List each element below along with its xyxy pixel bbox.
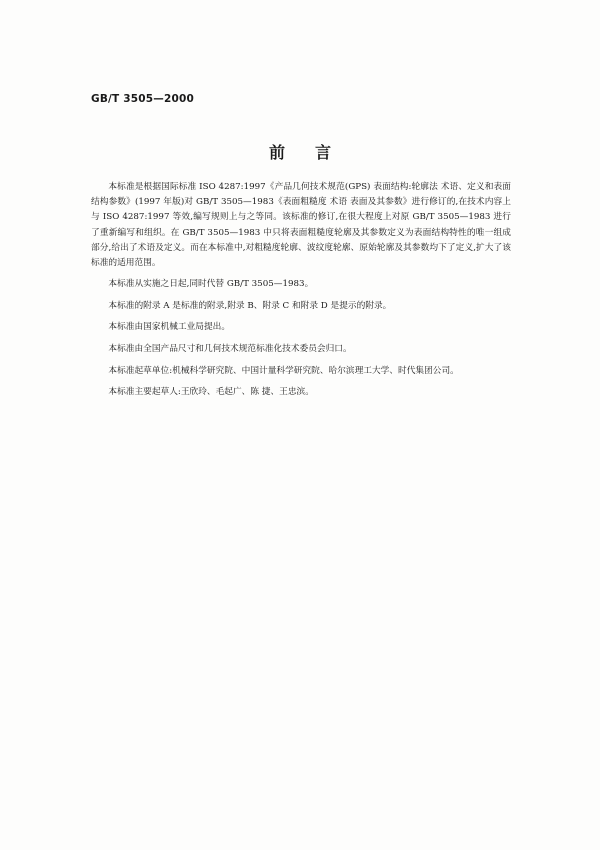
paragraph-drafting-units: 本标准起草单位:机械科学研究院、中国计量科学研究院、哈尔滨理工大学、时代集团公司。 [108, 365, 459, 376]
paragraph-centralized-by: 本标准由全国产品尺寸和几何技术规范标准化技术委员会归口。 [108, 344, 352, 354]
standard-number: GB/T 3505—2000 [91, 93, 195, 105]
paragraph-drafters: 本标准主要起草人:王欣玲、毛起广、陈 捷、王忠滨。 [108, 387, 314, 398]
foreword-body [91, 180, 511, 406]
paragraph-annexes: 本标准的附录 A 是标准的附录,附录 B、附录 C 和附录 D 是提示的附录。 [108, 300, 392, 311]
paragraph-revision-basis: 本标准是根据国际标准 ISO 4287:1997《产品几何技术规范(GPS) 表面结构:轮廓法 术语、定义和表面结构参数》(1997 年版)对 GB/T 3505—1983《表面粗糙度 术语 表面及其参数》进行修订的,在技术内容上与 ISO 4287:1997 等效,编写规则上与之等同。该标准的修订,在很大程度上对原 GB/T 3505—1983 进行了重新编写和组织。在 GB/T 3505—1983 中只将表面粗糙度轮廓及其参数定义为表面结构特性的唯一组成部分,给出了术语及定义。而在本标准中,对粗糙度轮廓、波纹度轮廓、原始轮廓及其参数均下了定义,扩大了该标准的适用范围。 [91, 182, 511, 269]
paragraph-proposed-by: 本标准由国家机械工业局提出。 [108, 322, 231, 333]
paragraph-supersedes: 本标准从实施之日起,同时代替 GB/T 3505—1983。 [108, 279, 314, 290]
page-title: 前言 [268, 143, 361, 162]
